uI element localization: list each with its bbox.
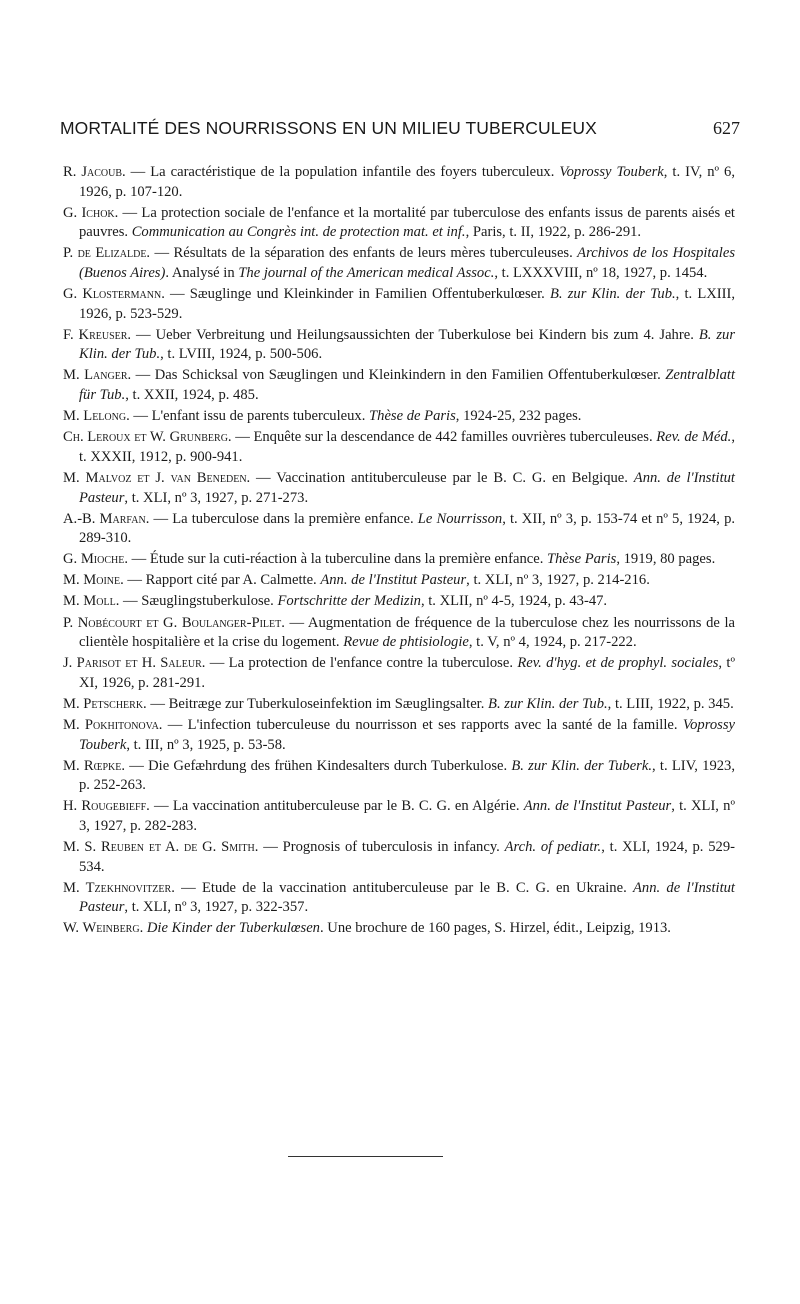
reference-text: , t. XII, nº 3, p. 153-74 et nº 5, 1924, p. 289-310. <box>79 510 736 547</box>
reference-source: Voprossy Touberk <box>559 164 664 180</box>
reference-text: , 1919, 80 pages. <box>616 551 716 568</box>
reference-source: Voprossy Touberk <box>79 717 735 753</box>
reference-text: — Die Gefæhrdung des frühen Kindesalters durch Tuberkulose. <box>125 757 512 774</box>
reference-entry <box>63 592 735 612</box>
reference-text: , t. LIII, 1922, p. 345. <box>607 695 734 712</box>
reference-author: J. Parisot et H. Saleur. <box>63 655 206 672</box>
reference-entry <box>63 695 735 715</box>
reference-source: Revue de phtisiologie <box>343 634 469 651</box>
reference-text: , t. V, nº 4, 1924, p. 217-222. <box>468 634 637 651</box>
reference-text: — L'enfant issu de parents tuberculeux. <box>129 408 370 425</box>
reference-author: W. Weinberg. <box>63 920 144 937</box>
reference-source: Ann. de l'Institut Pasteur <box>320 572 467 589</box>
reference-author: H. Rougebieff. <box>63 798 150 815</box>
reference-source: Zentralblatt für Tub. <box>79 367 735 404</box>
reference-source: Rev. de Méd. <box>656 429 732 446</box>
reference-text: , t. III, nº 3, 1925, p. 53-58. <box>126 736 286 753</box>
running-header <box>60 118 740 139</box>
reference-author: M. Moll. <box>63 593 120 610</box>
reference-text: — Sæuglingstuberkulose. <box>119 593 278 610</box>
reference-text: — L'infection tuberculeuse du nourrisson et ses rapports avec la santé de la famille. <box>162 717 683 734</box>
reference-entry <box>63 716 735 755</box>
reference-entry <box>63 407 735 427</box>
reference-entry <box>63 838 735 877</box>
reference-entry <box>63 366 735 405</box>
reference-text: — Rapport cité par A. Calmette. <box>123 572 321 589</box>
reference-text: — Beitræge zur Tuberkuloseinfektion im Sæuglingsalter. <box>146 695 489 712</box>
reference-author: R. Jacoub. <box>63 164 126 180</box>
reference-text: — La protection sociale de l'enfance et la mortalité par tuberculose des enfants issus de parents aisés et pauvres. <box>79 204 735 241</box>
reference-entry <box>63 879 735 918</box>
reference-text: — Etude de la vaccination antituberculeuse par le B. C. G. en Ukraine. <box>174 879 633 896</box>
reference-source: Rev. d'hyg. et de prophyl. sociales <box>517 655 719 672</box>
reference-text: , t. XLI, nº 3, 1927, p. 214-216. <box>466 572 650 589</box>
reference-text: , t. XLI, nº 3, 1927, p. 271-273. <box>124 489 309 506</box>
reference-author: Ch. Leroux et W. Grunberg. <box>63 429 232 446</box>
reference-author: P. de Elizalde. <box>63 245 151 262</box>
reference-source: Ann. de l'Institut Pasteur <box>523 798 672 815</box>
reference-text: , tº XI, 1926, p. 281-291. <box>79 655 735 691</box>
reference-author: M. S. Reuben et A. de G. Smith. <box>63 839 259 856</box>
reference-source: B. zur Klin. der Tub. <box>488 695 608 712</box>
reference-text: , t. XLI, 1924, p. 529-534. <box>79 839 735 875</box>
reference-author: P. Nobécourt et G. Boulanger-Pilet. <box>63 614 285 631</box>
reference-text: — La protection de l'enfance contre la tuberculose. <box>205 655 518 672</box>
reference-author: A.-B. Marfan. <box>63 510 150 527</box>
reference-author: F. Kreuser. <box>63 326 132 343</box>
reference-text: , t. XLI, nº 3, 1927, p. 282-283. <box>79 798 735 834</box>
reference-entry <box>63 285 735 324</box>
reference-text: — Prognosis of tuberculosis in infancy. <box>258 839 505 856</box>
running-title: MORTALITÉ DES NOURRISSONS EN UN MILIEU TUBERCULEUX <box>60 118 597 138</box>
reference-author: M. Langer. <box>63 367 132 384</box>
reference-source: Thèse Paris <box>547 551 617 568</box>
reference-source: Le Nourrisson <box>417 510 503 527</box>
reference-source: B. zur Klin. der Tub. <box>79 326 735 363</box>
reference-text: , t. XLI, nº 3, 1927, p. 322-357. <box>124 899 309 916</box>
reference-author: M. Malvoz et J. van Beneden. <box>63 469 251 486</box>
reference-entry <box>63 614 735 653</box>
reference-entry <box>63 326 735 365</box>
reference-text: — Résultats de la séparation des enfants de leurs mères tuberculeuses. <box>150 245 578 262</box>
reference-text: — La tuberculose dans la première enfance. <box>149 510 418 527</box>
reference-entry <box>63 510 735 549</box>
reference-text: — Étude sur la cuti-réaction à la tuberculine dans la première enfance. <box>128 551 547 568</box>
reference-text: — La caractéristique de la population infantile des foyers tuberculeux. <box>125 164 560 180</box>
reference-author: M. Lelong. <box>63 408 130 425</box>
reference-source: Ann. de l'Institut Pasteur <box>79 879 735 916</box>
reference-author: M. Tzekhnovitzer. <box>63 879 175 896</box>
reference-text: , t. XXII, 1924, p. 485. <box>125 387 259 404</box>
reference-entry <box>63 571 735 591</box>
reference-text: — La vaccination antituberculeuse par le B. C. G. en Algérie. <box>149 798 524 815</box>
closing-rule <box>288 1156 443 1157</box>
reference-author: G. Klostermann. <box>63 286 165 303</box>
reference-text: , t. LIV, 1923, p. 252-263. <box>79 757 735 794</box>
reference-text: , t. LXIII, 1926, p. 523-529. <box>79 286 736 322</box>
reference-author: M. Petscherk. <box>63 695 147 712</box>
reference-entry <box>63 797 735 836</box>
reference-text: — Das Schicksal von Sæuglingen und Kleinkindern in den Familien Offentuberkulœser. <box>131 367 666 384</box>
reference-entry <box>63 919 735 939</box>
reference-author: M. Moine. <box>63 572 124 589</box>
reference-text: . Analysé in <box>165 264 239 281</box>
reference-text: — Vaccination antituberculeuse par le B. C. G. en Belgique. <box>250 469 634 486</box>
reference-entry <box>63 550 735 570</box>
reference-entry <box>63 654 735 693</box>
reference-text: , t. XXXII, 1912, p. 900-941. <box>79 429 735 465</box>
reference-source: B. zur Klin. der Tub. <box>550 286 676 303</box>
reference-entry <box>63 469 735 508</box>
reference-source: Thèse de Paris <box>369 408 456 425</box>
reference-author: G. Mioche. <box>63 551 129 568</box>
reference-text: , t. IV, nº 6, 1926, p. 107-120. <box>79 164 735 200</box>
reference-text: , t. XLII, nº 4-5, 1924, p. 43-47. <box>420 593 608 610</box>
reference-author: M. Pokhitonova. <box>63 717 163 734</box>
reference-text: — Augmentation de fréquence de la tuberculose chez les nourrissons de la clientèle hospitalière et la crise du logement. <box>79 614 735 651</box>
reference-text: . Une brochure de 160 pages, S. Hirzel, édit., Leipzig, 1913. <box>319 920 671 937</box>
reference-text: , t. LVIII, 1924, p. 500-506. <box>160 346 323 363</box>
reference-list <box>63 163 735 941</box>
reference-source: Archivos de los Hospitales (Buenos Aires) <box>79 245 735 281</box>
reference-text: — Enquête sur la descendance de 442 familles ouvrières tuberculeuses. <box>231 429 657 446</box>
reference-source: B. zur Klin. der Tuberk. <box>511 757 652 774</box>
reference-author: G. Ichok. <box>63 204 119 221</box>
reference-entry <box>63 244 735 283</box>
reference-author: M. Rœpke. <box>63 757 126 774</box>
reference-text: — Sæuglinge und Kleinkinder in Familien Offentuberkulœser. <box>164 286 550 303</box>
reference-source: The journal of the American medical Assoc. <box>238 264 495 281</box>
reference-text: — Ueber Verbreitung und Heilungsaussichten der Tuberkulose bei Kindern bis zum 4. Jahre. <box>131 326 699 343</box>
reference-source: Communication au Congrès int. de protection mat. et inf. <box>131 224 466 241</box>
reference-entry <box>63 757 735 796</box>
page-number: 627 <box>713 118 740 138</box>
reference-source: Die Kinder der Tuberkulœsen <box>146 920 320 937</box>
reference-source: Arch. of pediatr. <box>504 839 602 856</box>
reference-entry <box>63 428 735 467</box>
reference-entry <box>63 163 735 202</box>
reference-source: Ann. de l'Institut Pasteur <box>79 469 735 506</box>
reference-text: , Paris, t. II, 1922, p. 286-291. <box>465 224 642 241</box>
reference-text: , 1924-25, 232 pages. <box>455 408 582 425</box>
reference-entry <box>63 204 735 243</box>
reference-source: Fortschritte der Medizin <box>277 593 421 610</box>
reference-text: , t. LXXXVIII, nº 18, 1927, p. 1454. <box>494 264 708 281</box>
